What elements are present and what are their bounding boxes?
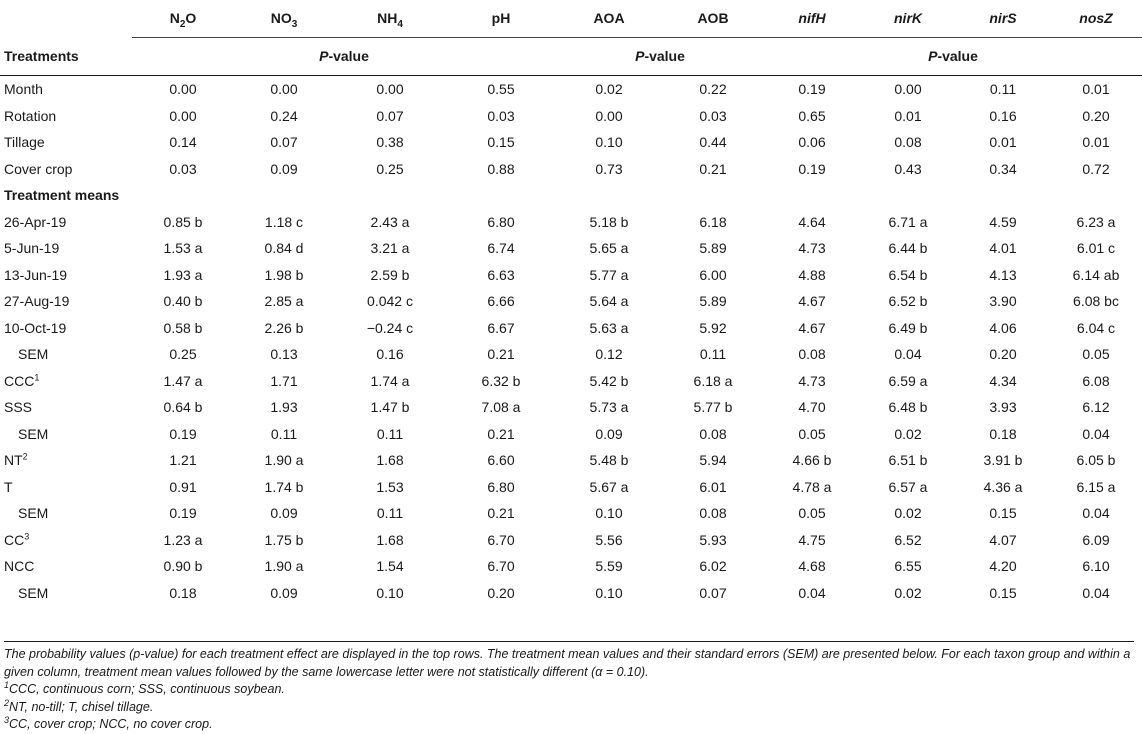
cell-value: 6.67 <box>487 319 515 336</box>
row-label-text: CCC <box>4 372 35 389</box>
cell-value: 0.04 <box>1082 584 1110 601</box>
col-header-n2o: $N_2O$ <box>132 0 234 38</box>
cell-value: 3.93 <box>989 399 1017 415</box>
cell-value: 0.22 <box>699 81 727 97</box>
footnote-mark: 3 <box>24 530 30 541</box>
cell-value: 1.93 <box>270 399 298 415</box>
cell-value: 0.11 <box>376 505 404 521</box>
table-row <box>0 447 1142 474</box>
footnote-mark: 2 <box>22 451 28 462</box>
pvalue-group-3: P-value <box>928 48 978 64</box>
cell-value: 6.52 b <box>888 293 928 309</box>
cell-value: 0.04 <box>894 346 922 362</box>
cell-value: 4.06 <box>989 319 1017 336</box>
cell-value: 5.67 a <box>589 478 629 495</box>
row-label <box>0 527 132 554</box>
cell-value: 0.40 b <box>163 293 203 309</box>
row-label: Cover crop <box>4 160 73 177</box>
cell-value: 5.65 a <box>589 240 629 256</box>
cell-value: 6.18 <box>699 213 727 230</box>
cell-value: 0.73 <box>595 160 623 177</box>
row-label <box>0 474 132 501</box>
cell-value: 0.20 <box>989 346 1017 362</box>
cell-value: 4.34 <box>989 372 1017 389</box>
cell-value: 0.09 <box>270 160 298 177</box>
header-row-analytes <box>0 0 1142 38</box>
mean-rows <box>0 182 1142 606</box>
cell-value: 0.25 <box>376 160 404 177</box>
cell-value: 6.52 <box>894 531 922 548</box>
cell-value: 0.11 <box>699 346 727 362</box>
cell-value: 0.43 <box>894 160 922 177</box>
cell-value: 0.01 <box>1082 134 1110 150</box>
cell-value: 0.08 <box>699 505 727 521</box>
table-row <box>0 288 1142 315</box>
row-label <box>0 580 132 607</box>
header-blank <box>0 0 132 38</box>
cell-value: 6.23 a <box>1076 213 1116 230</box>
cell-value: 6.49 b <box>888 319 928 336</box>
row-label-text: T <box>4 478 13 495</box>
cell-value: 2.59 b <box>370 266 410 283</box>
cell-value: 4.75 <box>798 531 826 548</box>
cell-value: 5.42 b <box>589 372 629 389</box>
cell-value: 6.74 <box>487 240 515 256</box>
header-row-pvalue <box>0 38 1142 76</box>
table-row <box>0 394 1142 421</box>
row-label <box>0 421 132 448</box>
cell-value: 6.15 a <box>1076 478 1116 495</box>
row-label <box>0 394 132 421</box>
table-row <box>0 235 1142 262</box>
cell-value: 0.07 <box>270 134 298 150</box>
cell-value: 6.18 a <box>693 372 733 389</box>
cell-value: 4.70 <box>798 399 826 415</box>
cell-value: 0.10 <box>595 505 623 521</box>
cell-value: 1.93 a <box>163 266 203 283</box>
cell-value: 1.47 a <box>163 372 203 389</box>
cell-value: 6.32 b <box>481 372 521 389</box>
cell-value: 4.73 <box>798 372 826 389</box>
cell-value: 6.08 bc <box>1073 293 1119 309</box>
cell-value: 0.24 <box>270 107 298 124</box>
cell-value: 6.02 <box>699 558 727 574</box>
cell-value: 3.91 b <box>983 452 1023 468</box>
cell-value: −0.24 c <box>366 319 414 336</box>
cell-value: 0.01 <box>989 134 1017 150</box>
cell-value: 4.13 <box>989 266 1017 283</box>
row-label-text: 10-Oct-19 <box>4 319 67 336</box>
table-row <box>0 76 1142 103</box>
cell-value: 0.05 <box>798 505 826 521</box>
cell-value: 4.01 <box>989 240 1017 256</box>
cell-value: 0.042 c <box>367 293 413 309</box>
note-main: The probability values (p-value) for each treatment effect are displayed in the top rows. The treatment mean values and their standard errors (SEM) are presented below. For each taxon group and within a given column, treatment mean values followed by the same lowercase letter were not statistically different (α = 0.10). <box>4 647 1131 679</box>
cell-value: 0.02 <box>894 425 922 442</box>
pvalue-group-2: P-value <box>635 48 685 64</box>
cell-value: 1.54 <box>376 558 404 574</box>
cell-value: 2.26 b <box>264 319 304 336</box>
cell-value: 6.55 <box>894 558 922 574</box>
cell-value: 0.64 b <box>163 399 203 415</box>
cell-value: 0.19 <box>798 81 826 97</box>
cell-value: 0.15 <box>989 505 1017 521</box>
cell-value: 0.19 <box>169 425 197 442</box>
cell-value: 4.78 a <box>792 478 832 495</box>
cell-value: 4.67 <box>798 293 826 309</box>
row-label: Tillage <box>4 134 45 150</box>
cell-value: 0.11 <box>270 425 298 442</box>
cell-value: 0.09 <box>270 584 298 601</box>
cell-value: 0.11 <box>989 81 1017 97</box>
cell-value: 0.05 <box>1082 346 1110 362</box>
cell-value: 0.20 <box>1082 107 1110 124</box>
row-label-text: 5-Jun-19 <box>4 240 60 256</box>
row-label <box>0 553 132 580</box>
row-label-text: SEM <box>18 505 49 521</box>
footnote-1: $^1$CCC, continuous corn; SSS, continuous soybean. <box>4 679 285 696</box>
cell-value: 0.02 <box>894 505 922 521</box>
cell-value: 1.71 <box>270 372 298 389</box>
row-label-text: NT <box>4 452 23 468</box>
cell-value: 0.09 <box>270 505 298 521</box>
row-label-text: 27-Aug-19 <box>4 293 70 309</box>
row-label-text: CC <box>4 531 25 548</box>
cell-value: 5.48 b <box>589 452 629 468</box>
cell-value: 0.03 <box>169 160 197 177</box>
table-row <box>0 553 1142 580</box>
cell-value: 1.75 b <box>264 531 304 548</box>
pvalue-group-1: P-value <box>319 48 369 64</box>
pvalue-rows <box>0 76 1142 183</box>
cell-value: 5.59 <box>595 558 623 574</box>
table-row <box>0 474 1142 501</box>
row-label <box>0 262 132 289</box>
cell-value: 0.72 <box>1082 160 1110 177</box>
cell-value: 6.57 a <box>888 478 928 495</box>
cell-value: 5.89 <box>699 240 727 256</box>
cell-value: 1.47 b <box>370 399 410 415</box>
cell-value: 4.68 <box>798 558 826 574</box>
cell-value: 6.51 b <box>888 452 928 468</box>
cell-value: 5.94 <box>699 452 727 468</box>
cell-value: 4.88 <box>798 266 826 283</box>
cell-value: 0.21 <box>699 160 727 177</box>
cell-value: 0.19 <box>798 160 826 177</box>
cell-value: 6.10 <box>1082 558 1110 574</box>
table-row <box>0 209 1142 236</box>
cell-value: 6.80 <box>487 213 515 230</box>
cell-value: 0.10 <box>595 134 623 150</box>
table-row <box>0 368 1142 395</box>
cell-value: 0.03 <box>699 107 727 124</box>
cell-value: 7.08 a <box>481 399 521 415</box>
cell-value: 1.18 c <box>264 213 304 230</box>
cell-value: 0.08 <box>894 134 922 150</box>
cell-value: 1.53 <box>376 478 404 495</box>
cell-value: 6.05 b <box>1076 452 1116 468</box>
cell-value: 0.25 <box>169 346 197 362</box>
cell-value: 4.36 a <box>983 478 1023 495</box>
cell-value: 5.56 <box>595 531 623 548</box>
row-label-text: 13-Jun-19 <box>4 266 68 283</box>
col-header-aob: AOB <box>662 0 764 38</box>
cell-value: 0.38 <box>376 134 404 150</box>
cell-value: 4.67 <box>798 319 826 336</box>
cell-value: 1.68 <box>376 452 404 468</box>
cell-value: 6.14 ab <box>1072 266 1120 283</box>
cell-value: 5.92 <box>699 319 727 336</box>
cell-value: 0.91 <box>169 478 197 495</box>
table-row <box>0 315 1142 342</box>
row-label <box>0 447 132 474</box>
col-header-nifh: nifH <box>764 0 860 38</box>
cell-value: 0.16 <box>989 107 1017 124</box>
cell-value: 0.16 <box>376 346 404 362</box>
cell-value: 0.00 <box>270 81 298 97</box>
cell-value: 0.15 <box>487 134 515 150</box>
table-row <box>0 500 1142 527</box>
footnote-mark: 1 <box>34 371 40 382</box>
row-label-text: SSS <box>4 399 33 415</box>
cell-value: 0.65 <box>798 107 826 124</box>
cell-value: 0.13 <box>270 346 298 362</box>
cell-value: 0.18 <box>169 584 197 601</box>
cell-value: 6.44 b <box>888 240 928 256</box>
cell-value: 0.12 <box>595 346 623 362</box>
cell-value: 4.07 <box>989 531 1017 548</box>
cell-value: 0.20 <box>487 584 515 601</box>
col-header-nirs: nirS <box>956 0 1050 38</box>
table-row <box>0 103 1142 130</box>
row-label <box>0 288 132 315</box>
cell-value: 0.58 b <box>163 319 203 336</box>
cell-value: 4.73 <box>798 240 826 256</box>
cell-value: 1.90 a <box>264 558 304 574</box>
cell-value: 0.88 <box>487 160 515 177</box>
cell-value: 2.85 a <box>264 293 304 309</box>
cell-value: 0.00 <box>894 81 922 97</box>
cell-value: 0.10 <box>595 584 623 601</box>
cell-value: 6.00 <box>699 266 727 283</box>
cell-value: 0.55 <box>487 81 515 97</box>
col-header-no3: $NO_3$ <box>234 0 334 38</box>
table-row <box>0 580 1142 607</box>
cell-value: 0.04 <box>1082 425 1110 442</box>
cell-value: 0.06 <box>798 134 826 150</box>
row-label <box>0 341 132 368</box>
cell-value: 5.63 a <box>589 319 629 336</box>
cell-value: 0.07 <box>699 584 727 601</box>
cell-value: 0.01 <box>1082 81 1110 97</box>
table-row <box>0 262 1142 289</box>
cell-value: 6.48 b <box>888 399 928 415</box>
table-row <box>0 527 1142 554</box>
row-label-text: SEM <box>18 425 49 442</box>
cell-value: 6.04 c <box>1076 319 1116 336</box>
cell-value: 6.80 <box>487 478 515 495</box>
table-row <box>0 156 1142 183</box>
cell-value: 6.70 <box>487 531 515 548</box>
col-header-nosz: nosZ <box>1050 0 1142 38</box>
cell-value: 0.84 d <box>264 240 304 256</box>
cell-value: 2.43 a <box>370 213 410 230</box>
cell-value: 1.53 a <box>163 240 203 256</box>
cell-value: 5.93 <box>699 531 727 548</box>
cell-value: 5.18 b <box>589 213 629 230</box>
cell-value: 4.20 <box>989 558 1017 574</box>
cell-value: 6.01 <box>699 478 727 495</box>
cell-value: 0.09 <box>595 425 623 442</box>
row-label <box>0 500 132 527</box>
cell-value: 0.34 <box>989 160 1017 177</box>
cell-value: 0.21 <box>487 505 515 521</box>
cell-value: 5.77 b <box>693 399 733 415</box>
cell-value: 4.64 <box>798 213 826 230</box>
cell-value: 0.04 <box>1082 505 1110 521</box>
table-row <box>0 341 1142 368</box>
table-row <box>0 129 1142 156</box>
cell-value: 6.71 a <box>888 213 928 230</box>
row-label <box>0 235 132 262</box>
cell-value: 0.00 <box>169 107 197 124</box>
cell-value: 1.68 <box>376 531 404 548</box>
col-header-nh4: $NH_4$ <box>334 0 446 38</box>
table-notes <box>4 641 1134 734</box>
cell-value: 6.70 <box>487 558 515 574</box>
col-header-aoa: AOA <box>556 0 662 38</box>
cell-value: 0.00 <box>595 107 623 124</box>
cell-value: 6.12 <box>1082 399 1110 415</box>
row-label-text: NCC <box>4 558 35 574</box>
treatments-header: Treatments <box>4 47 79 64</box>
cell-value: 6.01 c <box>1076 240 1116 256</box>
cell-value: 6.66 <box>487 293 515 309</box>
cell-value: 0.04 <box>798 584 826 601</box>
cell-value: 6.08 <box>1082 372 1110 389</box>
row-label: Rotation <box>4 107 57 124</box>
cell-value: 4.66 b <box>792 452 832 468</box>
cell-value: 1.74 b <box>264 478 304 495</box>
cell-value: 0.11 <box>376 425 404 442</box>
cell-value: 0.44 <box>699 134 727 150</box>
col-header-nirk: nirK <box>860 0 956 38</box>
cell-value: 4.59 <box>989 213 1017 230</box>
cell-value: 0.08 <box>798 346 826 362</box>
row-label <box>0 315 132 342</box>
cell-value: 6.63 <box>487 266 515 283</box>
footnote-2: $^2$NT, no-till; T, chisel tillage. <box>4 697 154 714</box>
cell-value: 5.64 a <box>589 293 629 309</box>
col-header-ph: pH <box>446 0 556 38</box>
cell-value: 0.15 <box>989 584 1017 601</box>
row-label-text: SEM <box>18 346 49 362</box>
cell-value: 0.08 <box>699 425 727 442</box>
cell-value: 0.01 <box>894 107 922 124</box>
row-label-text: SEM <box>18 584 49 601</box>
cell-value: 3.90 <box>989 293 1017 309</box>
cell-value: 0.14 <box>169 134 197 150</box>
cell-value: 0.07 <box>376 107 404 124</box>
cell-value: 0.02 <box>595 81 623 97</box>
cell-value: 1.21 <box>169 452 197 468</box>
cell-value: 0.03 <box>487 107 515 124</box>
cell-value: 0.21 <box>487 425 515 442</box>
cell-value: 1.90 a <box>264 452 304 468</box>
row-label <box>0 209 132 236</box>
cell-value: 1.74 a <box>370 372 410 389</box>
cell-value: 0.90 b <box>163 558 203 574</box>
cell-value: 3.21 a <box>370 240 410 256</box>
cell-value: 6.60 <box>487 452 515 468</box>
cell-value: 6.54 b <box>888 266 928 283</box>
cell-value: 6.59 a <box>888 372 928 389</box>
cell-value: 0.19 <box>169 505 197 521</box>
cell-value: 0.18 <box>989 425 1017 442</box>
cell-value: 0.10 <box>376 584 404 601</box>
cell-value: 0.00 <box>376 81 404 97</box>
cell-value: 0.00 <box>169 81 197 97</box>
row-label-text: 26-Apr-19 <box>4 213 67 230</box>
cell-value: 6.09 <box>1082 531 1110 548</box>
cell-value: 5.73 a <box>589 399 629 415</box>
row-label <box>0 368 132 395</box>
cell-value: 0.21 <box>487 346 515 362</box>
table-row <box>0 182 1142 209</box>
row-label: Month <box>4 81 43 97</box>
cell-value: 0.05 <box>798 425 826 442</box>
cell-value: 5.89 <box>699 293 727 309</box>
footnote-3: $^3$CC, cover crop; NCC, no cover crop. <box>4 714 213 731</box>
section-label-treatment-means: Treatment means <box>4 187 120 203</box>
cell-value: 0.85 b <box>163 213 203 230</box>
cell-value: 1.23 a <box>163 531 203 548</box>
cell-value: 0.02 <box>894 584 922 601</box>
cell-value: 1.98 b <box>264 266 304 283</box>
cell-value: 5.77 a <box>589 266 629 283</box>
table-row <box>0 421 1142 448</box>
